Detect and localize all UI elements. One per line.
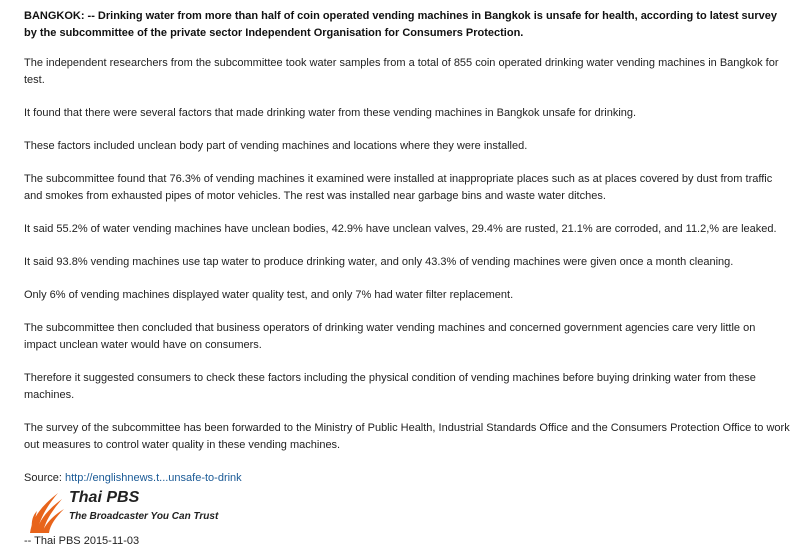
article-paragraph: The independent researchers from the subcommittee took water samples from a total of 855 coin operated drinking water vending machines in Bangkok for test.: [24, 57, 779, 86]
article-paragraph: The subcommittee then concluded that business operators of drinking water vending machines and concerned government agencies care very little on impact unclean water would have on consumers.: [24, 322, 756, 351]
logo-name: Thai PBS: [69, 489, 140, 506]
article-paragraph: Therefore it suggested consumers to check these factors including the physical condition of vending machines before buying drinking water from these machines.: [24, 372, 756, 401]
article-paragraph: The survey of the subcommittee has been forwarded to the Ministry of Public Health, Industrial Standards Office and the Consumers Protection Office to work out measures to control water quality in these vending machines.: [24, 422, 790, 451]
article-paragraph: It said 55.2% of water vending machines have unclean bodies, 42.9% have unclean valves, 29.4% are rusted, 21.1% are corroded, and 11.2,% are leaked.: [24, 223, 777, 235]
article: [24, 8, 790, 487]
thai-pbs-flame-logo-icon: [28, 485, 66, 535]
article-lead: BANGKOK: -- Drinking water from more than half of coin operated vending machines in Bangkok is unsafe for health, according to latest survey by the subcommittee of the private sector Independent Organisation for Consumers Protection.: [24, 10, 778, 39]
source-link[interactable]: http://englishnews.t...unsafe-to-drink: [64, 472, 242, 484]
logo-tagline: The Broadcaster You Can Trust: [69, 511, 219, 522]
source-label: Source:: [24, 472, 65, 484]
article-paragraph: The subcommittee found that 76.3% of vending machines it examined were installed at inappropriate places such as at places covered by dust from traffic and smokes from exhausted pipes of motor vehicles. The rest was installed near garbage bins and waste water ditches.: [24, 173, 773, 202]
article-paragraph: It said 93.8% vending machines use tap water to produce drinking water, and only 43.3% of vending machines were given once a month cleaning.: [24, 256, 734, 268]
thai-pbs-logo: [28, 485, 228, 535]
article-paragraph: It found that there were several factors that made drinking water from these vending machines in Bangkok unsafe for drinking.: [24, 107, 637, 119]
footer-byline: -- Thai PBS 2015-11-03: [24, 535, 140, 547]
article-paragraph: These factors included unclean body part of vending machines and locations where they were installed.: [24, 140, 528, 152]
article-paragraph: Only 6% of vending machines displayed water quality test, and only 7% had water filter replacement.: [24, 289, 514, 301]
